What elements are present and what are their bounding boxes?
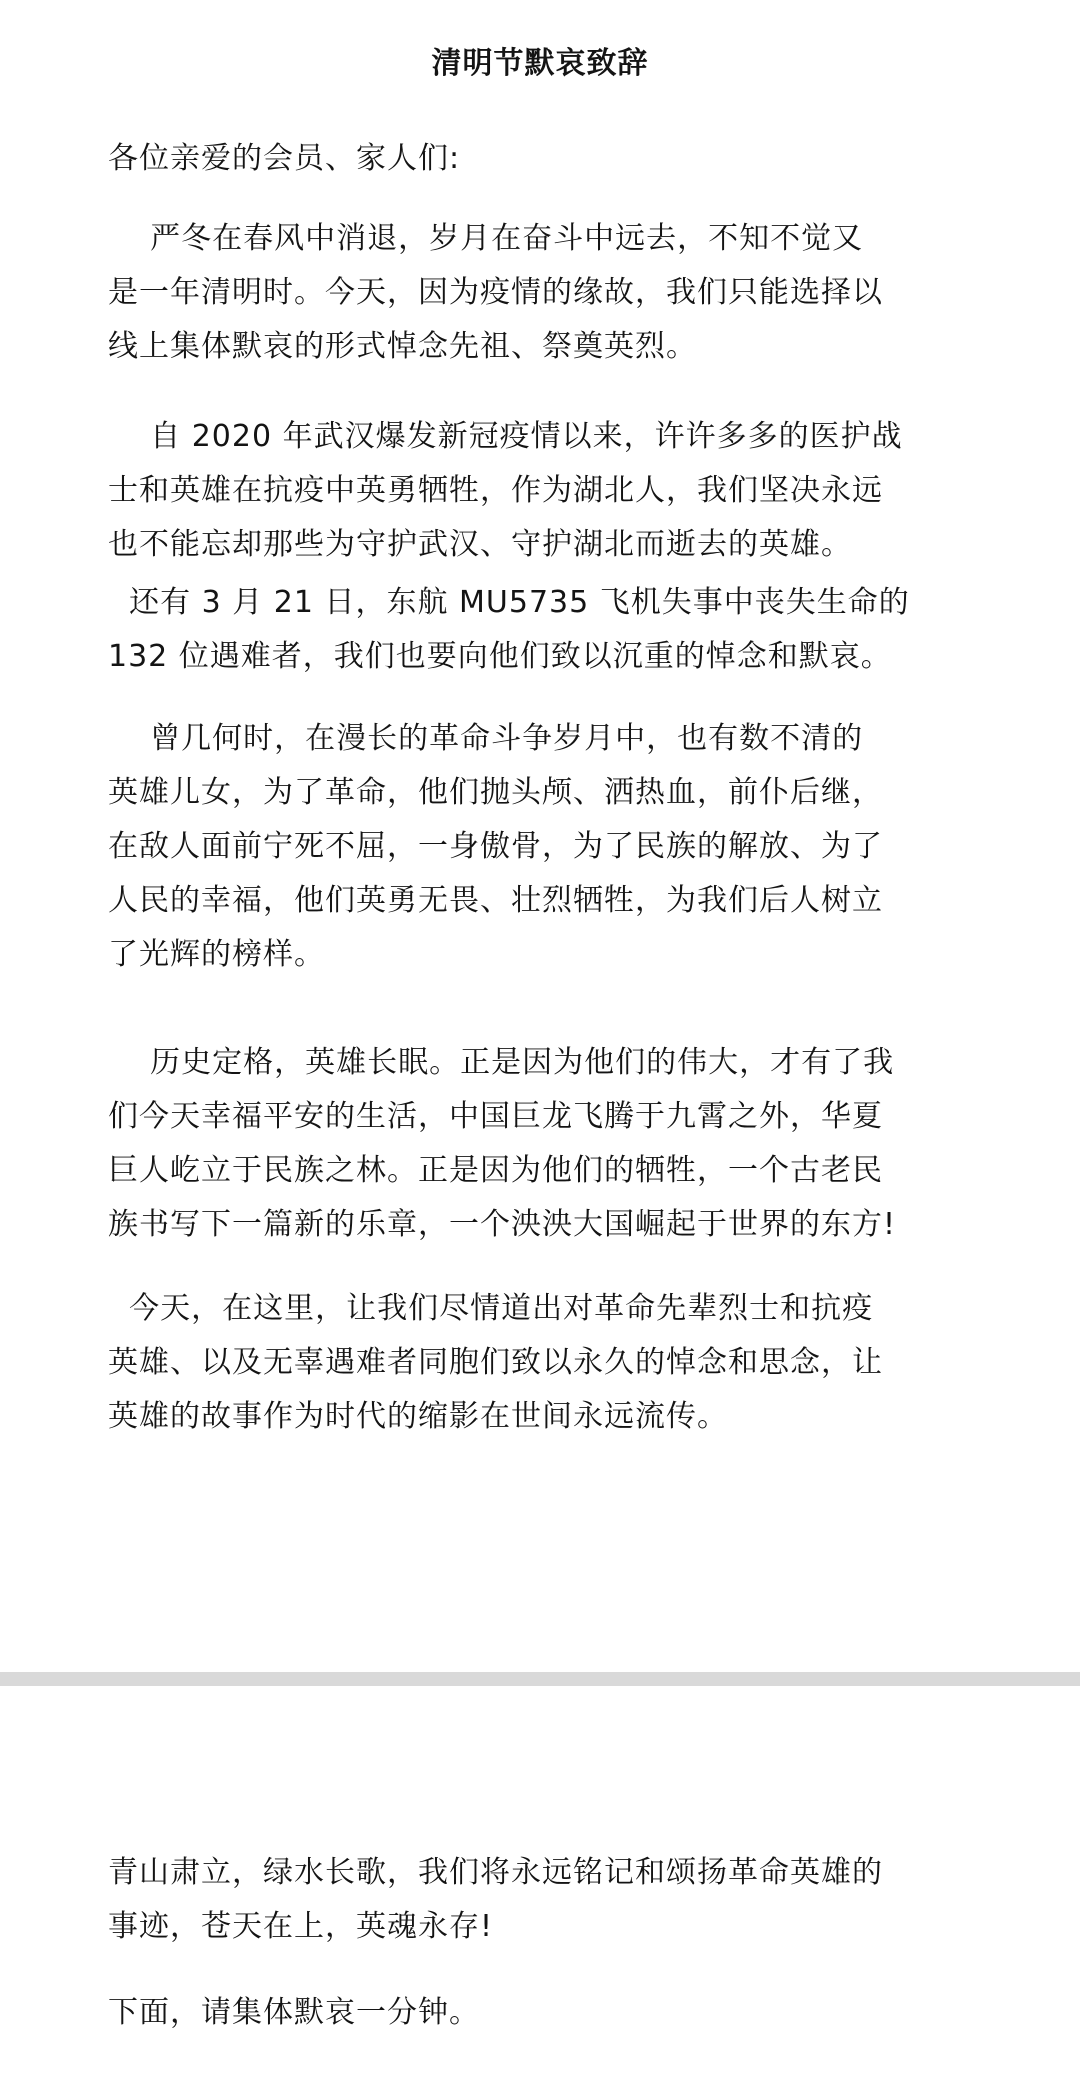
paragraph-1: 严冬在春风中消退，岁月在奋斗中远去，不知不觉又 是一年清明时。今天，因为疫情的缘故，我们只能选择以 线上集体默哀的形式悼念先祖、祭奠英烈。 (108, 221, 883, 364)
paragraph-6: 今天，在这里，让我们尽情道出对革命先辈烈士和抗疫 英雄、以及无辜遇难者同胞们致以永久的悼念和思念，让 英雄的故事作为时代的缩影在世间永远流传。 (108, 1291, 883, 1434)
greeting: 各位亲爱的会员、家人们: (108, 141, 461, 176)
page2-paragraph-2: 下面，请集体默哀一分钟。 (108, 1995, 480, 2030)
page2-paragraph-1: 青山肃立，绿水长歌，我们将永远铭记和颂扬革命英雄的 事迹，苍天在上，英魂永存! (108, 1855, 883, 1944)
paragraph-3: 还有 3 月 21 日，东航 MU5735 飞机失事中丧失生命的 132 位遇难者，我们也要向他们致以沉重的悼念和默哀。 (108, 585, 910, 674)
page-divider (0, 1672, 1080, 1686)
paragraph-5: 历史定格，英雄长眠。正是因为他们的伟大，才有了我 们今天幸福平安的生活，中国巨龙飞腾于九霄之外，华夏 巨人屹立于民族之林。正是因为他们的牺牲，一个古老民 族书写下一篇新的乐章，一个泱泱大国崛起于世界的东方! (108, 1045, 897, 1242)
document-title: 清明节默哀致辞 (431, 46, 649, 81)
document-page-2 (0, 1686, 1080, 2081)
paragraph-4: 曾几何时，在漫长的革命斗争岁月中，也有数不清的 英雄儿女，为了革命，他们抛头颅、洒热血，前仆后继， 在敌人面前宁死不屈，一身傲骨，为了民族的解放、为了 人民的幸福，他们英勇无畏、壮烈牺牲，为我们后人树立 了光辉的榜样。 (108, 721, 883, 972)
paragraph-2: 自 2020 年武汉爆发新冠疫情以来，许许多多的医护战 士和英雄在抗疫中英勇牺牲，作为湖北人，我们坚决永远 也不能忘却那些为守护武汉、守护湖北而逝去的英雄。 (108, 419, 903, 562)
